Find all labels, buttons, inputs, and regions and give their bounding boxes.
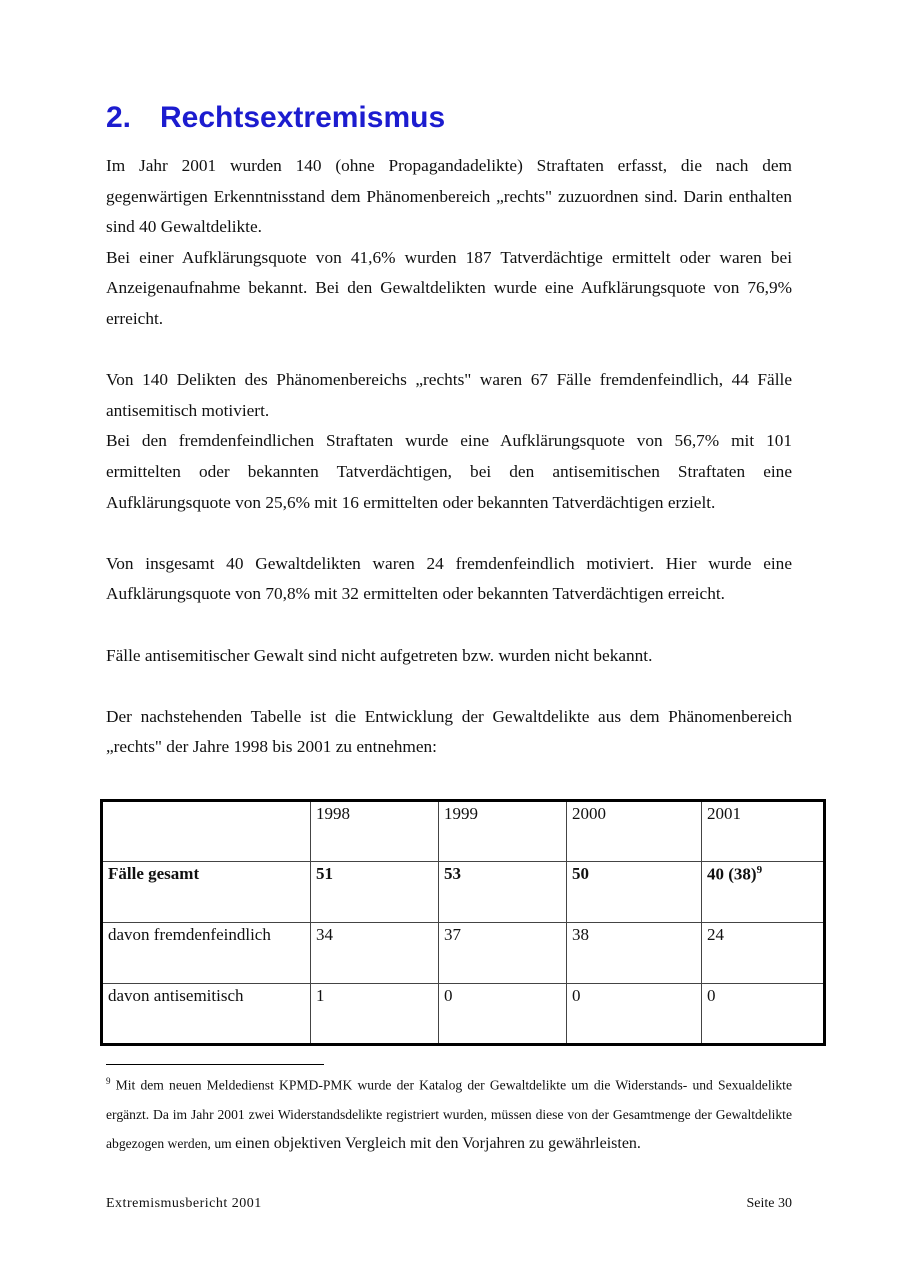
paragraph: Fälle antisemitischer Gewalt sind nicht aufgetreten bzw. wurden nicht bekannt.: [106, 645, 653, 665]
section-heading: [106, 101, 445, 135]
cell-value: 40 (38): [707, 864, 757, 884]
paragraph: Im Jahr 2001 wurden 140 (ohne Propagandadelikte) Straftaten erfasst, die nach dem gegenwärtigen Erkenntnisstand dem Phänomenbereich „rechts" zuzuordnen sind. Darin enthalten sind 40 Gewaltdelikte.: [106, 156, 792, 237]
footnote-text-continued: einen objektiven Vergleich mit den Vorjahren zu gewährleisten.: [235, 1134, 641, 1152]
table-cell: 0: [567, 984, 702, 1045]
table-cell: 0: [439, 984, 567, 1045]
statistics-table: [100, 799, 826, 1046]
paragraph: Der nachstehenden Tabelle ist die Entwicklung der Gewaltdelikte aus dem Phänomenbereich „rechts" der Jahre 1998 bis 2001 zu entnehmen:: [106, 706, 792, 757]
section-title: Rechtsextremismus: [160, 101, 446, 134]
table-header-cell: 1998: [311, 801, 439, 862]
table-cell: 37: [439, 923, 567, 984]
table-row: [102, 984, 825, 1045]
table-header-cell: 1999: [439, 801, 567, 862]
paragraph: Von 140 Delikten des Phänomenbereichs „rechts" waren 67 Fälle fremdenfeindlich, 44 Fälle antisemitisch motiviert.: [106, 370, 792, 420]
table-header-cell: [102, 801, 311, 862]
paragraph: Bei den fremdenfeindlichen Straftaten wurde eine Aufklärungsquote von 56,7% mit 101 ermittelten oder bekannten Tatverdächtigen, bei den antisemitischen Straftaten eine Aufklärungsquote von 25,6% mit 16 ermittelten oder bekannten Tatverdächtigen erzielt.: [106, 431, 792, 512]
footnote-divider: [106, 1064, 324, 1065]
footnote: [106, 1067, 792, 1158]
footer-document-title: Extremismusbericht 2001: [106, 1196, 262, 1211]
row-label: davon fremdenfeindlich: [102, 923, 311, 984]
paragraph: Von insgesamt 40 Gewaltdelikten waren 24 fremdenfeindlich motiviert. Hier wurde eine Aufklärungsquote von 70,8% mit 32 ermittelten oder bekannten Tatverdächtigen erreicht.: [106, 553, 792, 604]
table-cell: 0: [702, 984, 825, 1045]
table-cell: [702, 862, 825, 923]
footnote-reference[interactable]: 9: [756, 864, 763, 876]
table-cell: 51: [311, 862, 439, 923]
table-cell: 53: [439, 862, 567, 923]
row-label: davon antisemitisch: [102, 984, 311, 1045]
section-number: 2.: [106, 101, 132, 134]
table-header-cell: 2001: [702, 801, 825, 862]
table-row: [102, 923, 825, 984]
paragraph: Bei einer Aufklärungsquote von 41,6% wurden 187 Tatverdächtige ermittelt oder waren bei Anzeigenaufnahme bekannt. Bei den Gewaltdelikten wurde eine Aufklärungsquote von 76,9% erreicht.: [106, 247, 792, 328]
table-cell: 38: [567, 923, 702, 984]
body-text: [106, 151, 792, 763]
footer-page-number: Seite 30: [746, 1196, 792, 1211]
table-header-cell: 2000: [567, 801, 702, 862]
footnote-text: Mit dem neuen Meldedienst KPMD-PMK wurde der Katalog der Gewaltdelikte um die Widerstands- und Sexualdelikte ergänzt. Da im Jahr 2001 zwei Widerstandsdelikte registriert wurden, müssen diese von der Gesamtmenge der Gewaltdelikte abgezogen werden, um: [106, 1077, 792, 1151]
table-header-row: [102, 801, 825, 862]
row-label: Fälle gesamt: [102, 862, 311, 923]
table-cell: 34: [311, 923, 439, 984]
footnote-marker: 9: [106, 1076, 111, 1086]
table-cell: 24: [702, 923, 825, 984]
table-cell: 50: [567, 862, 702, 923]
table-cell: 1: [311, 984, 439, 1045]
table-row: [102, 862, 825, 923]
